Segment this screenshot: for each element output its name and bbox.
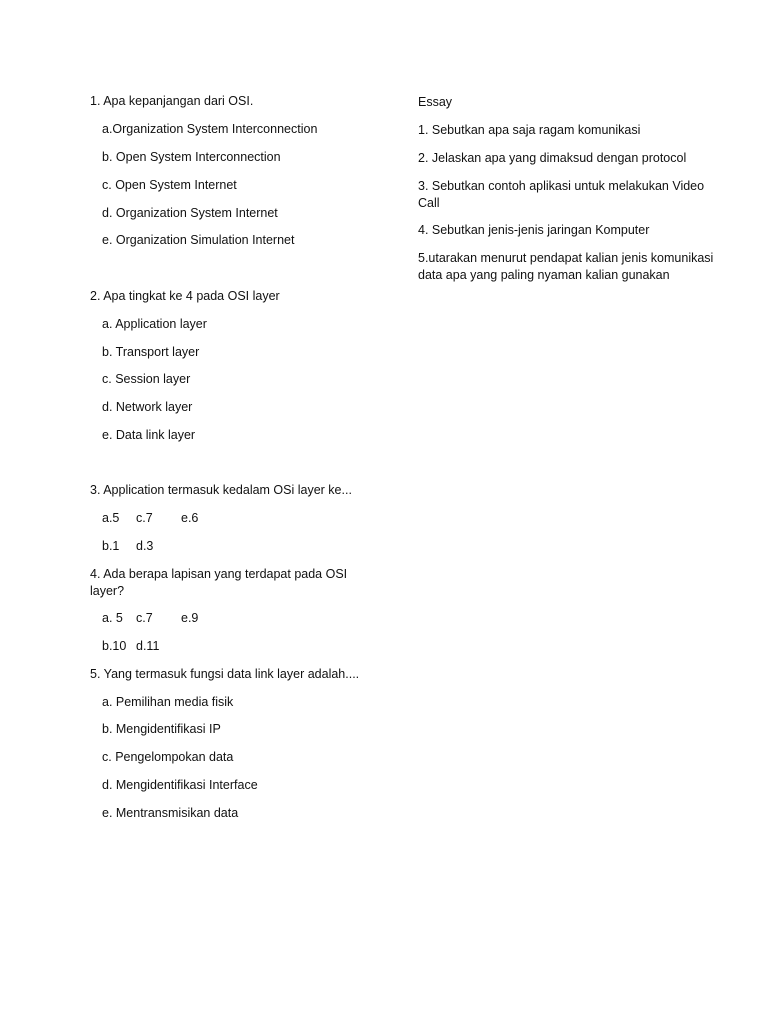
question-5-option-a: a. Pemilihan media fisik <box>102 695 234 709</box>
question-2-option-a: a. Application layer <box>102 317 207 331</box>
question-1-option-a: a.Organization System Interconnection <box>102 122 318 136</box>
question-3-option-b: b.1 <box>102 539 120 553</box>
question-1-text: 1. Apa kepanjangan dari OSI. <box>90 94 254 108</box>
question-1-option-d: d. Organization System Internet <box>102 206 278 220</box>
essay-item-4: 4. Sebutkan jenis-jenis jaringan Komputer <box>418 223 650 237</box>
question-2-option-b: b. Transport layer <box>102 345 200 359</box>
essay-item-3: 3. Sebutkan contoh aplikasi untuk melakukan Video Call <box>418 179 705 210</box>
question-5-option-c: c. Pengelompokan data <box>102 750 234 764</box>
essay-heading: Essay <box>418 95 453 109</box>
question-1-option-e: e. Organization Simulation Internet <box>102 233 295 247</box>
question-3-option-c: c.7 <box>136 511 153 525</box>
question-4-option-a: a. 5 <box>102 611 123 625</box>
question-4-option-d: d.11 <box>136 639 160 653</box>
question-2-option-c: c. Session layer <box>102 372 191 386</box>
question-3-option-a: a.5 <box>102 511 120 525</box>
question-5-text: 5. Yang termasuk fungsi data link layer adalah.... <box>90 667 360 681</box>
question-4-text: 4. Ada berapa lapisan yang terdapat pada OSI layer? <box>90 567 348 598</box>
question-4-option-e: e.9 <box>181 611 199 625</box>
question-1-option-c: c. Open System Internet <box>102 178 237 192</box>
question-3-option-e: e.6 <box>181 511 199 525</box>
essay-item-5: 5.utarakan menurut pendapat kalian jenis komunikasi data apa yang paling nyaman kalian gunakan <box>418 251 714 282</box>
question-5-option-e: e. Mentransmisikan data <box>102 806 239 820</box>
question-4-option-b: b.10 <box>102 639 127 653</box>
question-3-text: 3. Application termasuk kedalam OSi layer ke... <box>90 483 352 497</box>
question-5-option-d: d. Mengidentifikasi Interface <box>102 778 258 792</box>
question-2-option-d: d. Network layer <box>102 400 193 414</box>
question-2-option-e: e. Data link layer <box>102 428 196 442</box>
question-4-option-c: c.7 <box>136 611 153 625</box>
question-3-option-d: d.3 <box>136 539 154 553</box>
question-2-text: 2. Apa tingkat ke 4 pada OSI layer <box>90 289 280 303</box>
question-1-option-b: b. Open System Interconnection <box>102 150 281 164</box>
question-5-option-b: b. Mengidentifikasi IP <box>102 722 221 736</box>
essay-item-2: 2. Jelaskan apa yang dimaksud dengan protocol <box>418 151 687 165</box>
essay-item-1: 1. Sebutkan apa saja ragam komunikasi <box>418 123 641 137</box>
